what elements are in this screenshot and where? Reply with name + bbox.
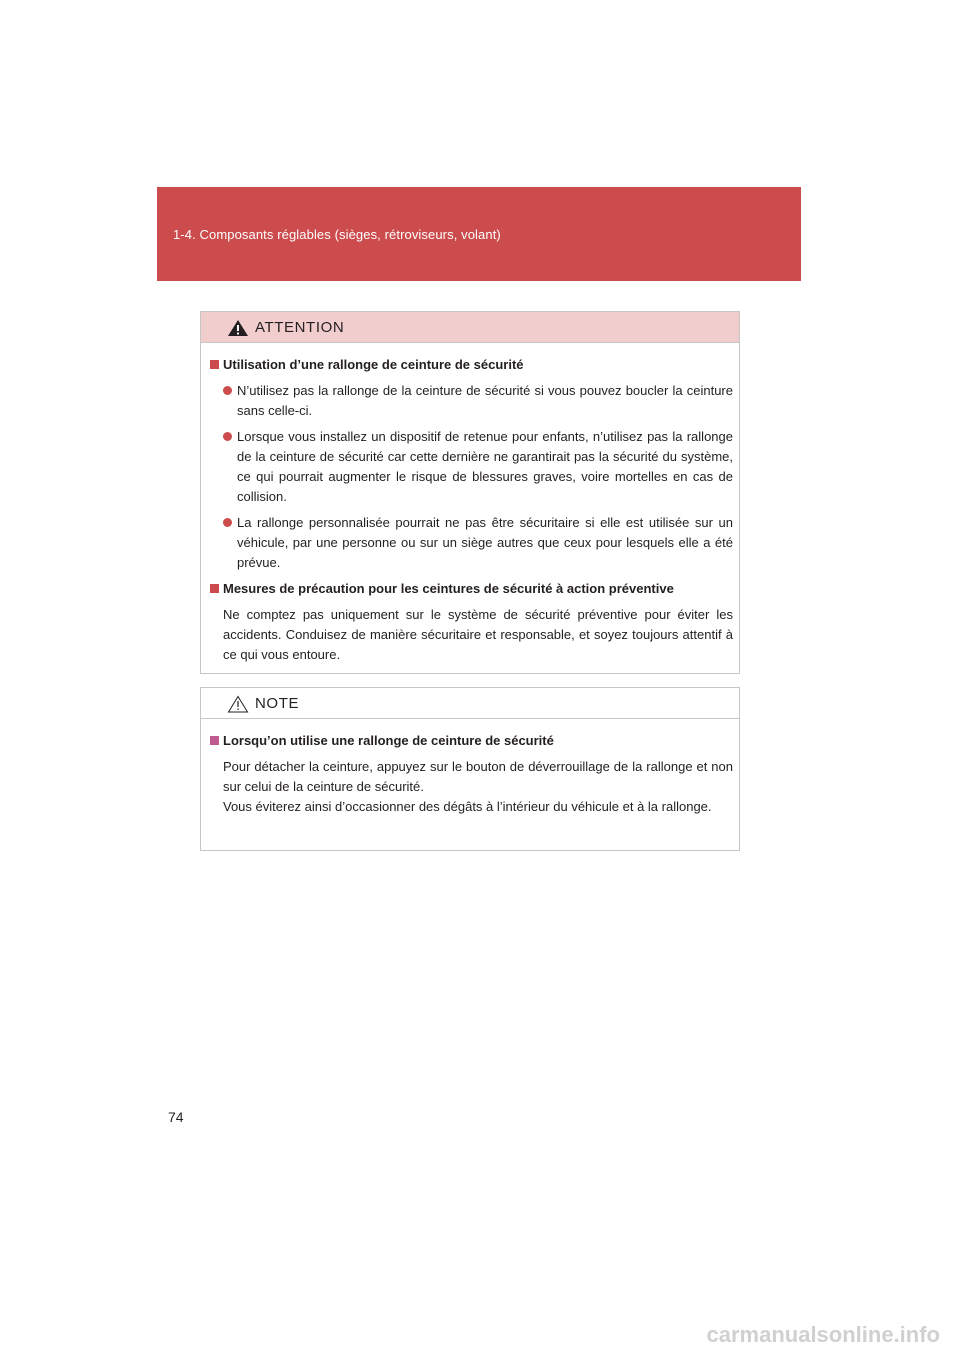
watermark: carmanualsonline.info bbox=[706, 1322, 940, 1347]
note-box bbox=[200, 687, 740, 851]
square-bullet-icon bbox=[210, 736, 219, 745]
note-subheading: Lorsqu’on utilise une rallonge de ceinture de sécurité bbox=[210, 731, 733, 751]
attention-subheading-1: Utilisation d’une rallonge de ceinture de sécurité bbox=[210, 355, 733, 375]
note-paragraph-1: Pour détacher la ceinture, appuyez sur le bouton de déverrouillage de la rallonge et non sur celui de la ceinture de sécurité. bbox=[223, 759, 733, 794]
attention-subheading-2: Mesures de précaution pour les ceintures de sécurité à action préventive bbox=[210, 579, 733, 599]
round-bullet-icon bbox=[223, 432, 232, 441]
page-number: 74 bbox=[168, 1109, 184, 1125]
note-label: NOTE bbox=[255, 695, 300, 712]
attention-label: ATTENTION bbox=[255, 319, 345, 336]
section-header-band bbox=[157, 187, 801, 281]
attention-header bbox=[201, 312, 739, 343]
list-item: Lorsque vous installez un dispositif de retenue pour enfants, n’utilisez pas la rallonge de la ceinture de sécurité car cette dernière ne garantirait pas la sécurité du système, ce qui pourrait augmenter le risque de blessures graves, voire mortelles en cas de collision. bbox=[223, 427, 733, 507]
round-bullet-icon bbox=[223, 386, 232, 395]
attention-paragraph: Ne comptez pas uniquement sur le système de sécurité préventive pour éviter les accidents. Conduisez de manière sécuritaire et responsable, et soyez toujours attentif à ce qui vous entoure. bbox=[223, 607, 733, 662]
warning-triangle-outline-icon bbox=[227, 695, 249, 713]
note-header bbox=[201, 688, 739, 719]
section-title: 1-4. Composants réglables (sièges, rétroviseurs, volant) bbox=[173, 227, 501, 242]
list-item: N’utilisez pas la rallonge de la ceinture de sécurité si vous pouvez boucler la ceinture sans celle-ci. bbox=[223, 381, 733, 421]
square-bullet-icon bbox=[210, 360, 219, 369]
round-bullet-icon bbox=[223, 518, 232, 527]
square-bullet-icon bbox=[210, 584, 219, 593]
warning-triangle-icon bbox=[227, 319, 249, 337]
list-item: La rallonge personnalisée pourrait ne pas être sécuritaire si elle est utilisée sur un véhicule, par une personne ou sur un siège autres que ceux pour lesquels elle a été prévue. bbox=[223, 513, 733, 573]
attention-box bbox=[200, 311, 740, 674]
note-paragraph-2: Vous éviterez ainsi d’occasionner des dégâts à l’intérieur du véhicule et à la rallonge. bbox=[223, 799, 712, 814]
